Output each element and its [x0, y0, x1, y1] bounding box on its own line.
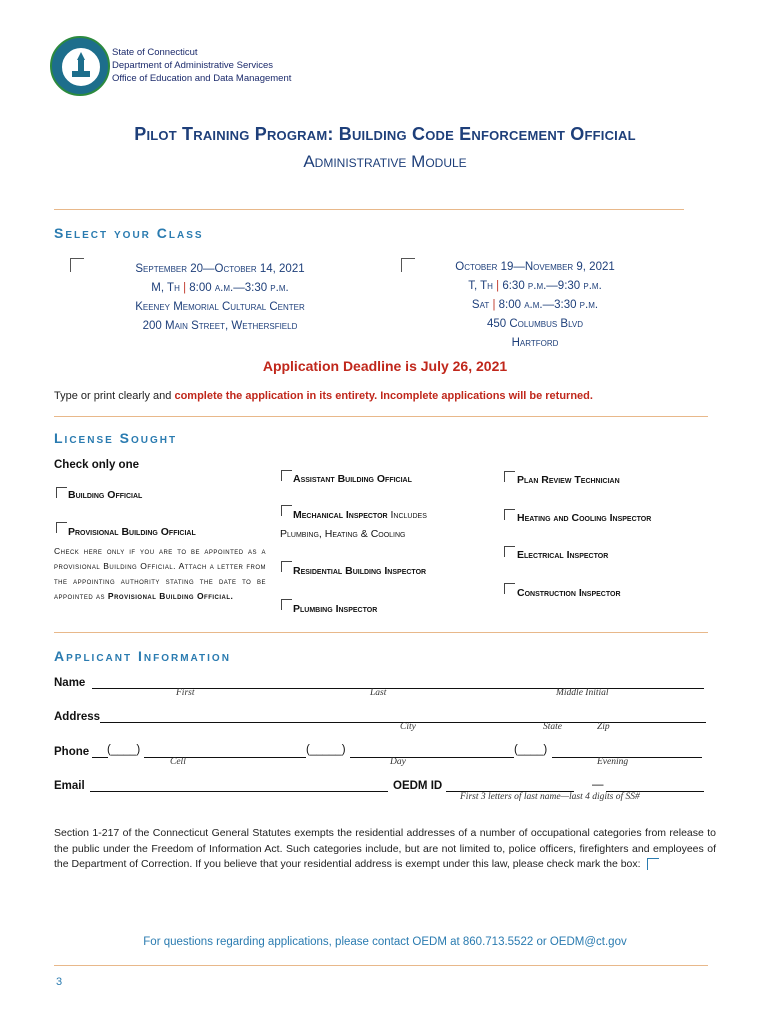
assistant-official-label: Assistant Building Official	[293, 473, 412, 485]
address-exempt-checkbox[interactable]	[647, 858, 659, 870]
address-label: Address	[54, 711, 101, 723]
oedm-dash: —	[592, 779, 604, 791]
building-official-checkbox[interactable]	[56, 487, 67, 498]
provisional-note: Check here only if you are to be appointed as a provisional Building Official. Attach a letter from the appointing authority stating the date to be appointed as Provisional Building Official.	[54, 546, 266, 601]
class-option-2-checkbox[interactable]	[401, 258, 415, 272]
heating-cooling-label: Heating and Cooling Inspector	[517, 512, 652, 524]
agency-office: Office of Education and Data Management	[112, 73, 292, 84]
class-2-city: Hartford	[511, 337, 559, 349]
heating-cooling-checkbox[interactable]	[504, 509, 515, 520]
plan-review-label: Plan Review Technician	[517, 474, 620, 486]
plumbing-inspector-checkbox[interactable]	[281, 599, 292, 610]
mechanical-inspector-checkbox[interactable]	[281, 505, 292, 516]
phone-label: Phone	[54, 746, 90, 758]
instructions: Type or print clearly and complete the application in its entirety. Incomplete applications will be returned.	[54, 390, 593, 402]
electrical-inspector-label: Electrical Inspector	[517, 549, 609, 561]
plan-review-checkbox[interactable]	[504, 471, 515, 482]
state-hint: State	[543, 722, 562, 732]
mechanical-inspector-includes: Plumbing, Heating & Cooling	[280, 528, 406, 540]
class-1-address: 200 Main Street, Wethersfield	[142, 320, 298, 332]
provisional-official-checkbox[interactable]	[56, 522, 67, 533]
applicant-info-heading: Applicant Information	[54, 648, 231, 664]
plumbing-inspector-label: Plumbing Inspector	[293, 603, 378, 615]
select-class-heading: Select your Class	[54, 225, 204, 241]
capitol-icon	[62, 48, 100, 86]
assistant-official-checkbox[interactable]	[281, 470, 292, 481]
first-name-hint: First	[176, 688, 195, 698]
building-official-label: Building Official	[68, 489, 143, 501]
license-sought-heading: License Sought	[54, 430, 178, 446]
page-subtitle: Administrative Module	[303, 152, 467, 171]
class-2-schedule-weekend: Sat | 8:00 a.m.—3:30 p.m.	[471, 299, 599, 311]
residential-inspector-label: Residential Building Inspector	[293, 565, 427, 577]
agency-department: Department of Administrative Services	[112, 60, 274, 71]
middle-initial-hint: Middle Initial	[556, 688, 609, 698]
construction-inspector-checkbox[interactable]	[504, 583, 515, 594]
evening-hint: Evening	[597, 757, 629, 767]
evening-area-code[interactable]: (____)	[514, 744, 548, 756]
contact-info: For questions regarding applications, please contact OEDM at 860.713.5522 or OEDM@ct.gov	[143, 936, 627, 948]
electrical-inspector-checkbox[interactable]	[504, 546, 515, 557]
class-2-address: 450 Columbus Blvd	[486, 318, 584, 330]
state-seal-logo	[50, 36, 110, 96]
email-label: Email	[54, 780, 85, 792]
class-1-schedule: M, Th | 8:00 a.m.—3:30 p.m.	[151, 282, 289, 294]
cell-area-code[interactable]: (____)	[107, 744, 141, 756]
page-number: 3	[56, 976, 63, 988]
provisional-official-label: Provisional Building Official	[68, 526, 196, 538]
divider	[54, 209, 684, 210]
divider	[54, 632, 708, 633]
application-deadline: Application Deadline is July 26, 2021	[262, 358, 508, 374]
divider	[54, 416, 708, 417]
construction-inspector-label: Construction Inspector	[517, 587, 621, 599]
mechanical-inspector-label: Mechanical Inspector Includes	[293, 509, 427, 521]
day-hint: Day	[390, 757, 406, 767]
class-1-dates: September 20—October 14, 2021	[135, 263, 305, 275]
zip-hint: Zip	[597, 722, 610, 732]
cell-hint: Cell	[170, 757, 186, 767]
class-option-1-checkbox[interactable]	[70, 258, 84, 272]
residential-inspector-checkbox[interactable]	[281, 561, 292, 572]
email-field[interactable]	[90, 791, 388, 792]
day-area-code[interactable]: (_____)	[306, 744, 346, 756]
oedm-id-label: OEDM ID	[393, 780, 443, 792]
last-name-hint: Last	[370, 688, 387, 698]
check-only-one: Check only one	[54, 459, 139, 471]
agency-block	[112, 46, 291, 85]
class-2-dates: October 19—November 9, 2021	[455, 261, 615, 273]
page-title: Pilot Training Program: Building Code Enforcement Official	[134, 124, 636, 144]
divider	[54, 965, 708, 966]
cell-phone-field[interactable]	[144, 757, 306, 758]
day-phone-field[interactable]	[350, 757, 514, 758]
name-label: Name	[54, 677, 86, 689]
class-2-schedule-weekday: T, Th | 6:30 p.m.—9:30 p.m.	[468, 280, 602, 292]
agency-state: State of Connecticut	[112, 47, 198, 58]
class-option-2	[420, 258, 650, 353]
privacy-notice: Section 1-217 of the Connecticut General Statutes exempts the residential addresses of a number of occupational categories from release to the public under the Freedom of Information Act. Such categories include, but are not limited to, police officers, firefighters and employees of the Department of Correction. If you believe that your residential address is exempt under this law, please check mark the box:	[54, 827, 716, 870]
phone-line	[92, 757, 108, 758]
city-hint: City	[400, 722, 416, 732]
class-1-venue: Keeney Memorial Cultural Center	[135, 301, 305, 313]
class-option-1	[95, 260, 345, 336]
oedm-id-hint: First 3 letters of last name—last 4 digits of SS#	[460, 792, 640, 802]
